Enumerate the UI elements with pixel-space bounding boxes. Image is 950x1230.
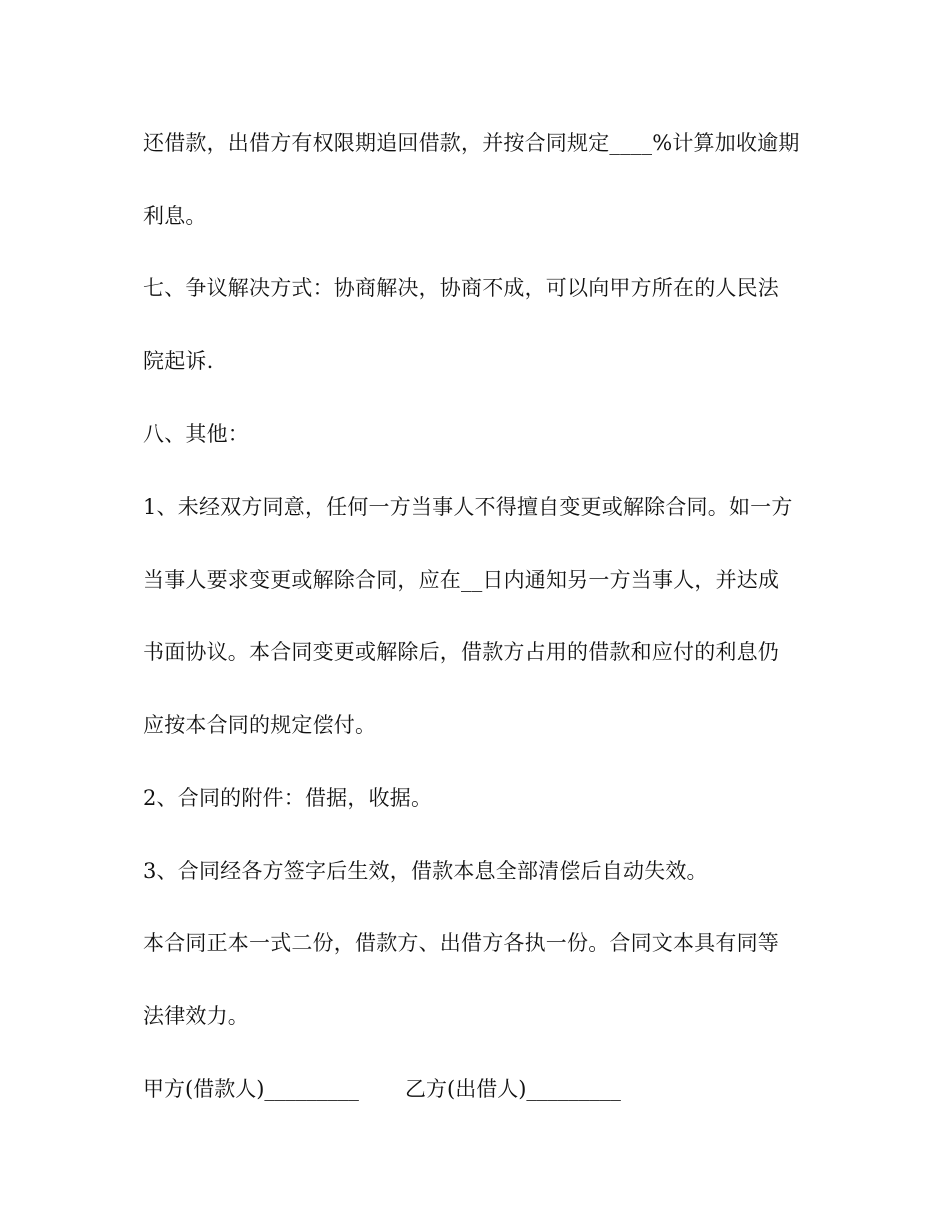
signature-party-a: 甲方(借款人)_________ [143, 1077, 359, 1101]
signature-party-b: 乙方(出借人)_________ [405, 1077, 621, 1101]
text-line: 本合同正本一式二份，借款方、出借方各执一份。合同文本具有同等 [143, 931, 779, 955]
text-line: 院起诉. [143, 349, 214, 373]
clause-heading-dispute-resolution: 七、争议解决方式：协商解决，协商不成，可以向甲方所在的人民法 [143, 276, 779, 300]
text-line: 1、未经双方同意，任何一方当事人不得擅自变更或解除合同。如一方 [143, 495, 793, 519]
text-line: 法律效力。 [143, 1004, 249, 1028]
text-line: 还借款，出借方有权限期追回借款，并按合同规定____%计算加收逾期 [143, 131, 800, 155]
text-line: 书面协议。本合同变更或解除后，借款方占用的借款和应付的利息仍 [143, 640, 779, 664]
clause-heading-other: 八、其他： [143, 422, 249, 446]
text-line: 2、合同的附件：借据，收据。 [143, 786, 433, 810]
text-line: 当事人要求变更或解除合同，应在__日内通知另一方当事人，并达成 [143, 568, 780, 592]
text-line: 3、合同经各方签字后生效，借款本息全部清偿后自动失效。 [143, 859, 708, 883]
text-line: 应按本合同的规定偿付。 [143, 713, 377, 737]
text-line: 利息。 [143, 204, 207, 228]
